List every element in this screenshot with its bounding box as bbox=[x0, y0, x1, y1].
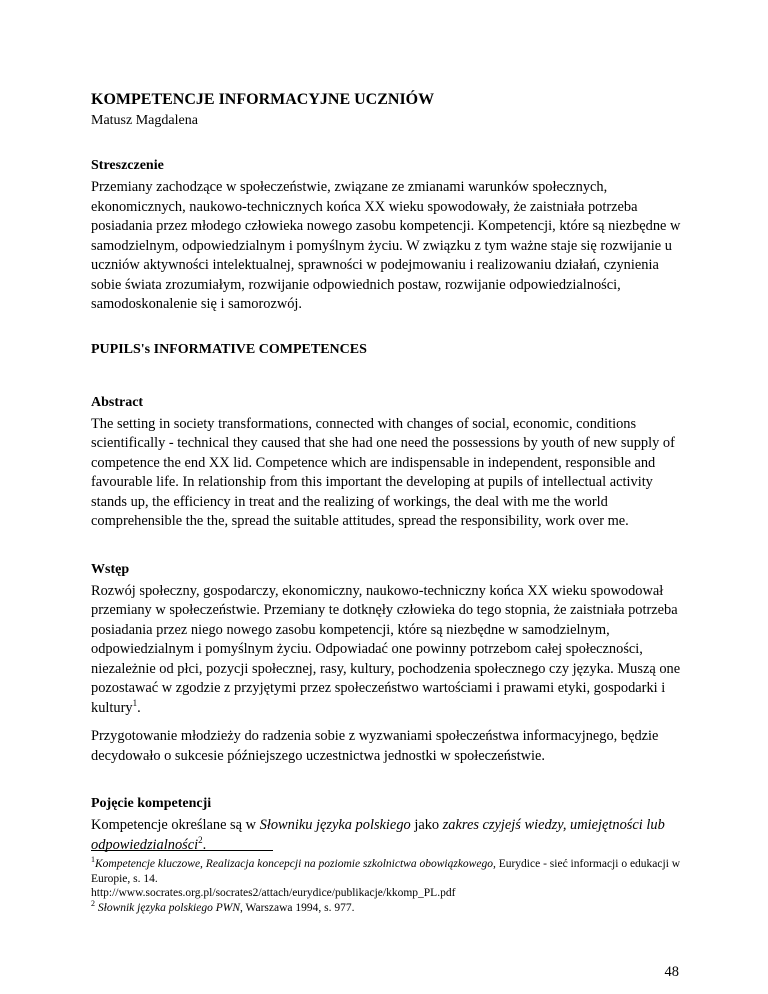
wstep-p1-end: . bbox=[137, 699, 141, 716]
pojecie-heading: Pojęcie kompetencji bbox=[91, 796, 212, 811]
pojecie-source: Słowniku języka polskiego bbox=[259, 817, 411, 833]
footnote-2-rest: , Warszawa 1994, s. 977. bbox=[240, 901, 355, 914]
footnote-1-title: Kompetencje kluczowe, Realizacja koncepcji na poziomie szkolnictwa obowiązkowego, bbox=[95, 858, 496, 870]
wstep-paragraph-1 bbox=[91, 582, 691, 719]
wstep-heading: Wstęp bbox=[91, 561, 130, 577]
footnote-ref-1: 1 bbox=[132, 697, 138, 708]
footnote-2 bbox=[91, 898, 691, 916]
paper-title: KOMPETENCJE INFORMACYJNE UCZNIÓW bbox=[91, 91, 435, 108]
footnote-1-rest: Eurydice - sieć informacji o edukacji w Europie, s. 14. bbox=[91, 858, 681, 885]
footnotes bbox=[91, 850, 691, 915]
wstep-p1-text: Rozwój społeczny, gospodarczy, ekonomiczny, naukowo-techniczny końca XX wieku spowodował przemiany w społeczeństwie. Przemiany te dotknęły człowieka do tego stopnia, że zaistniała potrzeba posiadania przez niego nowego zasobu kompetencji, które są niezbędne w samodzielnym, odpowiedzialnym i pomyślnym życiu. Odpowiadać one powinny potrzebom całej społeczności, niezależnie od płci, pozycji społecznej, rasy, kultury, pochodzenia społecznego czy języka. Muszą one pozostawać w zgodzie z przyjętymi przez społeczeństwo wartościami i prawami etyki, gospodarki i kultury bbox=[91, 582, 681, 716]
pojecie-lead: Kompetencje określane są w bbox=[91, 817, 260, 833]
footnote-2-title: Słownik języka polskiego PWN bbox=[97, 901, 240, 914]
streszczenie-section bbox=[91, 156, 691, 315]
pojecie-end: . bbox=[202, 836, 207, 853]
main-content bbox=[91, 90, 691, 855]
pojecie-mid: jako bbox=[410, 817, 443, 833]
english-title: PUPILS's INFORMATIVE COMPETENCES bbox=[91, 341, 367, 357]
footnote-ref-2: 2 bbox=[198, 834, 203, 845]
abstract-text: The setting in society transformations, connected with changes of social, economic, conditions scientifically - technical they caused that she had one need the possessions by youth of new supply of competence the end XX lid. Competence which are indispensable in independent, responsible and favourable life. In relationship from this important the developing at pupils of intellectual activity stands up, the efficiency in treat and the realizing of workings, the deal with me the world comprehensible the the, spread the suitable attitudes, spread the responsibility, work over me. bbox=[91, 415, 675, 529]
footnote-2-number: 2 bbox=[91, 898, 95, 908]
streszczenie-heading: Streszczenie bbox=[91, 158, 164, 173]
wstep-section bbox=[91, 560, 691, 767]
footnote-1 bbox=[91, 857, 691, 886]
footnote-divider bbox=[91, 850, 273, 851]
abstract-heading: Abstract bbox=[91, 394, 144, 410]
footnote-1-number: 1 bbox=[91, 855, 95, 865]
footnote-1-url[interactable]: http://www.socrates.org.pl/socrates2/attach/eurydice/publikacje/kkomp_PL.pdf bbox=[91, 887, 456, 899]
pojecie-definition: zakres czyjejś wiedzy, umiejętności lub odpowiedzialności bbox=[91, 817, 665, 853]
abstract-section bbox=[91, 393, 691, 532]
page-number: 48 bbox=[664, 964, 679, 980]
streszczenie-text: Przemiany zachodzące w społeczeństwie, związane ze zmianami warunków społecznych, ekonomicznych, naukowo-technicznych końca XX wieku spowodowały, że zaistniała potrzeba posiadania przez młodego człowieka nowego zasobu kompetencji. Kompetencji, które są niezbędne w samodzielnym, odpowiedzialnym i pomyślnym życiu. W związku z tym ważne staje się rozwijanie u uczniów aktywności intelektualnej, sprawności w podejmowaniu i realizowaniu działań, czynienia sobie świata zrozumiałym, rozwijanie odpowiednich postaw, rozwijanie odpowiedzialności, samodoskonalenie się i samorozwój. bbox=[91, 179, 681, 312]
pojecie-section bbox=[91, 794, 691, 855]
wstep-paragraph-2: Przygotowanie młodzieży do radzenia sobie z wyzwaniami społeczeństwa informacyjnego, będzie decydowało o sukcesie późniejszego uczestnictwa jednostki w społeczeństwie. bbox=[91, 728, 659, 764]
english-title-section bbox=[91, 340, 691, 359]
author-name: Matusz Magdalena bbox=[91, 113, 198, 128]
